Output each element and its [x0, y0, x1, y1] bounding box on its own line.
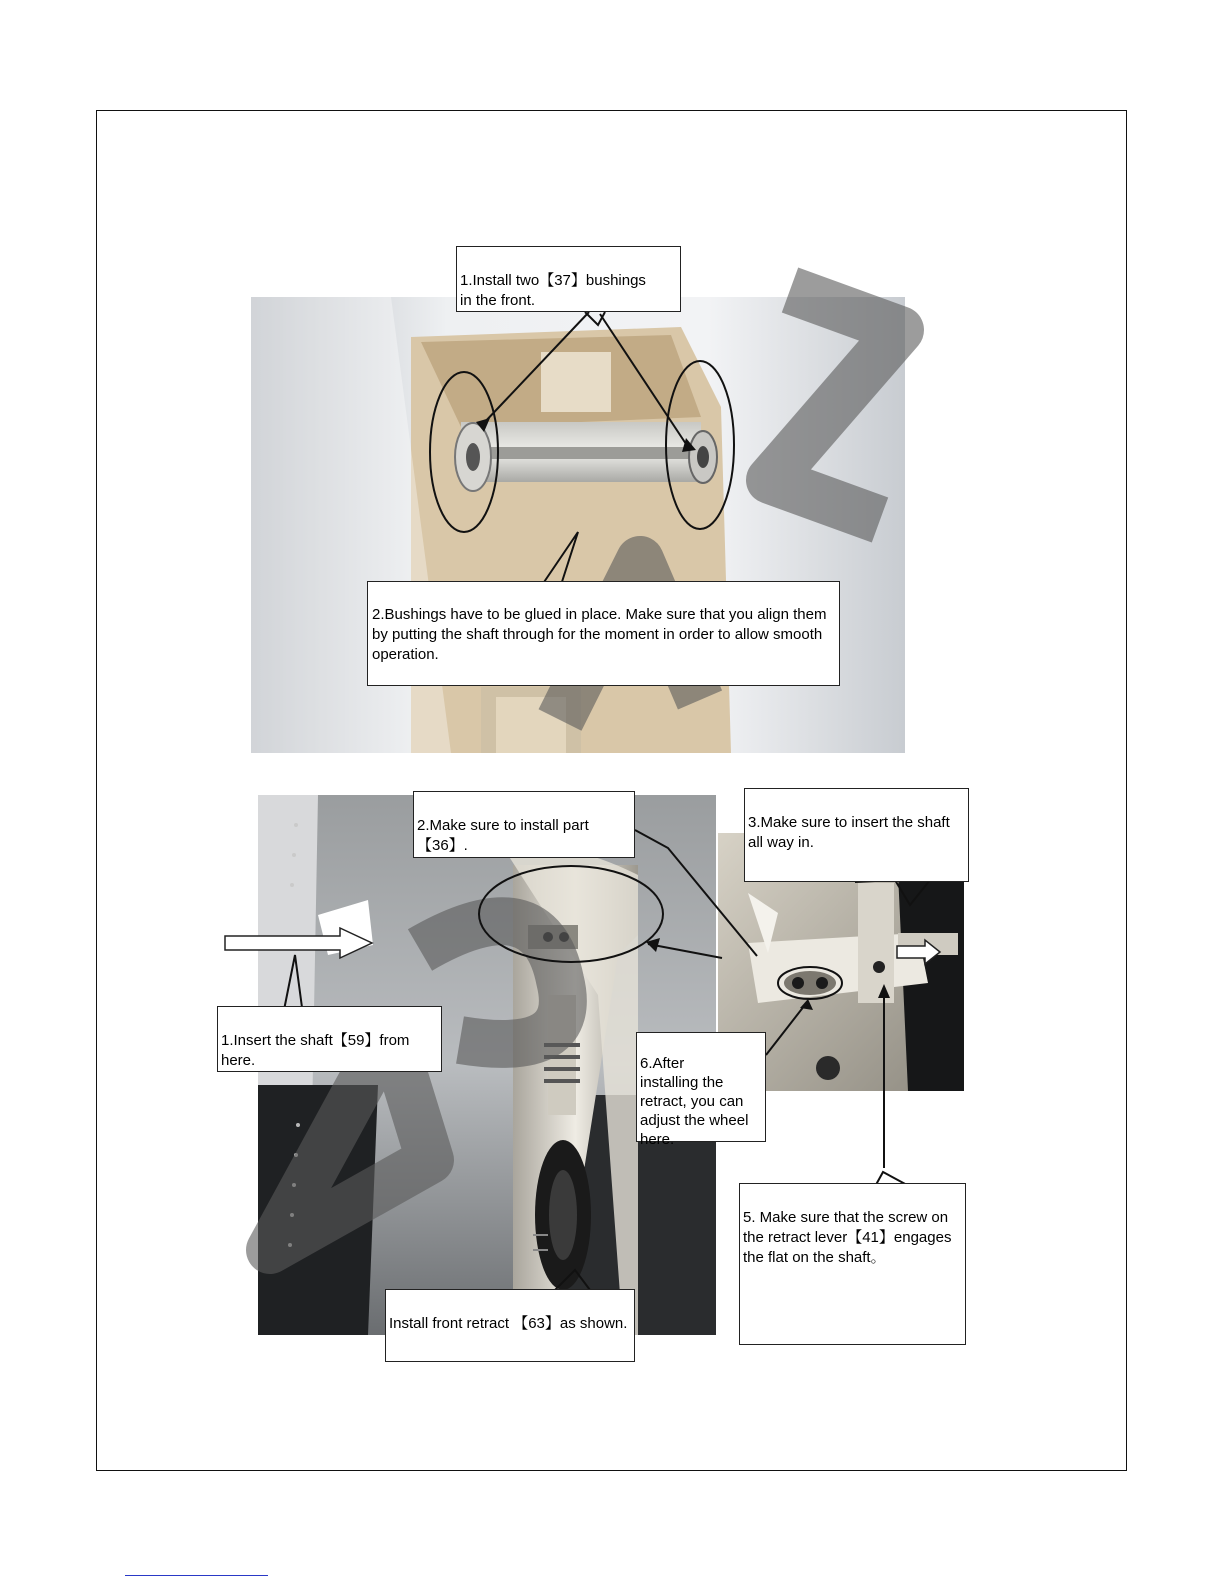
callout-install-bushings	[456, 246, 681, 312]
callout-install-part	[413, 791, 635, 858]
footnote-separator	[125, 1575, 268, 1576]
callout-screw-engage	[739, 1183, 966, 1345]
callout-install-retract	[385, 1289, 635, 1362]
callout-insert-all-way-text: 3.Make sure to insert the shaft all way in.	[748, 814, 950, 851]
callout-screw-engage-text: 5. Make sure that the screw on the retract lever【41】engages the flat on the shaft。	[743, 1209, 952, 1266]
callout-adjust-wheel	[636, 1032, 766, 1148]
callout-glue-bushings	[367, 581, 840, 686]
callout-insert-all-way	[744, 788, 969, 882]
callout-insert-shaft-text: 1.Insert the shaft【59】from here.	[221, 1032, 410, 1069]
callout-glue-bushings-text: 2.Bushings have to be glued in place. Make sure that you align them by putting the shaft through for the moment in order to allow smooth operation.	[372, 606, 827, 663]
callout-install-part-text: 2.Make sure to install part 【36】.	[417, 817, 589, 854]
callout-adjust-wheel-text: 6.After installing the retract, you can adjust the wheel here.	[640, 1055, 749, 1148]
callout-insert-shaft	[217, 1006, 442, 1072]
callout-install-retract-text: Install front retract 【63】as shown.	[389, 1315, 628, 1332]
callout-install-bushings-text: 1.Install two【37】bushings in the front.	[460, 272, 646, 309]
